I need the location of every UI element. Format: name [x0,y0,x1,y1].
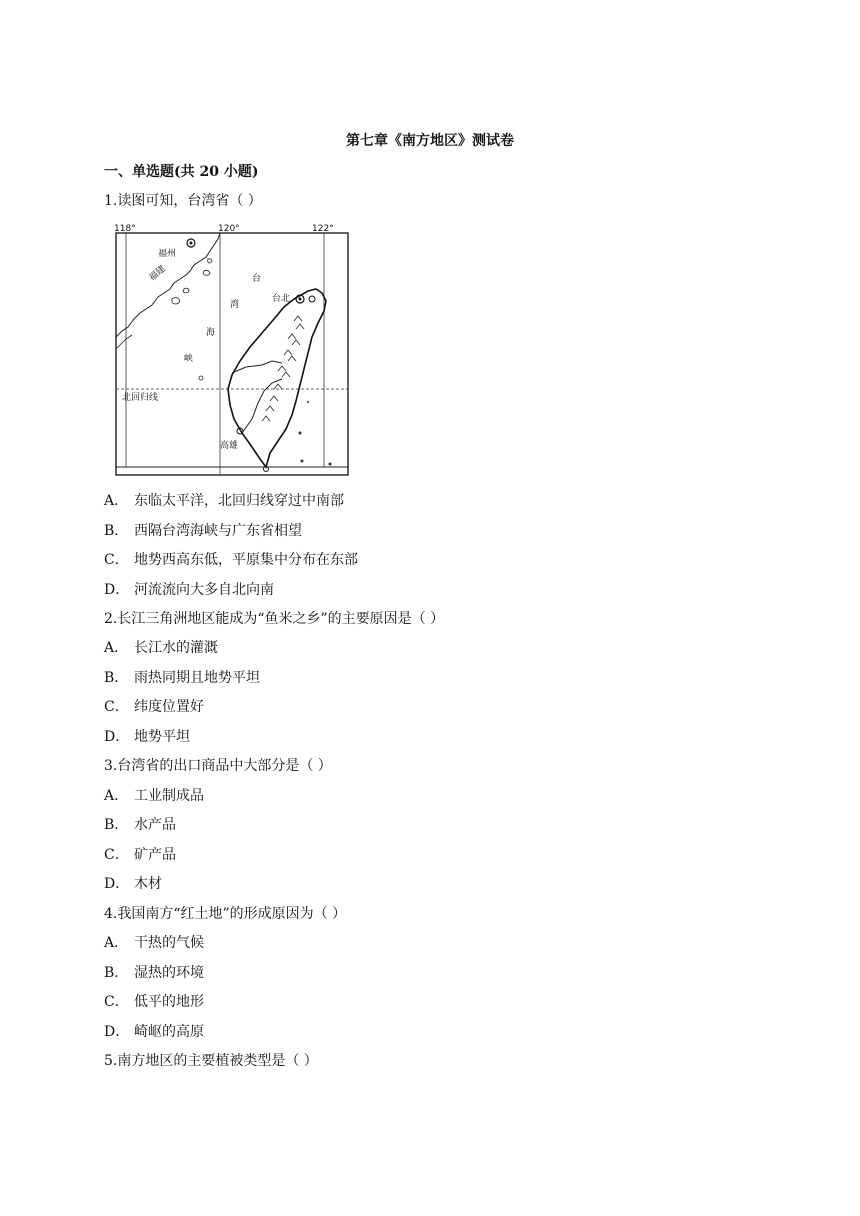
q2-option-a: A． 长江水的灌溉 [104,640,218,656]
q1-option-c: C． 地势西高东低，平原集中分布在东部 [104,552,358,568]
q3-option-b: B． 水产品 [104,817,176,833]
strait-char-1: 台 [252,274,262,284]
q3-option-a: A． 工业制成品 [104,788,204,804]
q4-option-d: D． 崎岖的高原 [104,1024,204,1040]
q1-option-b: B． 西隔台湾海峡与广东省相望 [104,523,302,539]
q4-option-a: A． 干热的气候 [104,935,204,951]
question-3-stem: 3.台湾省的出口商品中大部分是（ ） [104,758,332,774]
page-title: 第七章《南方地区》测试卷 [346,133,514,149]
q3-option-d: D． 木材 [104,876,162,892]
question-2-stem: 2.长江三角洲地区能成为“鱼米之乡”的主要原因是（ ） [104,611,445,627]
city-kaohsiung: 高雄 [220,441,239,451]
q2-option-b: B． 雨热同期且地势平坦 [104,670,260,686]
taiwan-map [112,219,352,478]
q1-option-a: A． 东临太平洋，北回归线穿过中南部 [104,493,344,509]
q2-option-d: D． 地势平坦 [104,729,190,745]
svg-text:福建: 福建 [147,264,168,284]
lon-label-122: 122° [312,224,334,234]
q2-option-c: C． 纬度位置好 [104,699,204,715]
lon-label-118: 118° [114,224,136,234]
q1-option-d: D． 河流流向大多自北向南 [104,582,274,598]
lon-label-120: 120° [218,224,240,234]
strait-char-4: 峡 [184,354,194,364]
strait-char-2: 湾 [230,300,240,310]
section-heading: 一、单选题(共 20 小题) [104,164,259,180]
city-fuzhou: 福州 [158,249,177,259]
strait-char-3: 海 [206,328,216,338]
q4-option-b: B． 湿热的环境 [104,965,204,981]
city-taipei: 台北 [272,294,291,304]
province-label [146,263,168,284]
q4-option-c: C． 低平的地形 [104,994,204,1010]
q3-option-c: C． 矿产品 [104,847,176,863]
question-1-stem: 1.读图可知，台湾省（ ） [104,193,262,209]
tropic-label: 北回归线 [122,393,159,403]
question-5-stem: 5.南方地区的主要植被类型是（ ） [104,1053,318,1069]
question-4-stem: 4.我国南方“红土地”的形成原因为（ ） [104,906,347,922]
